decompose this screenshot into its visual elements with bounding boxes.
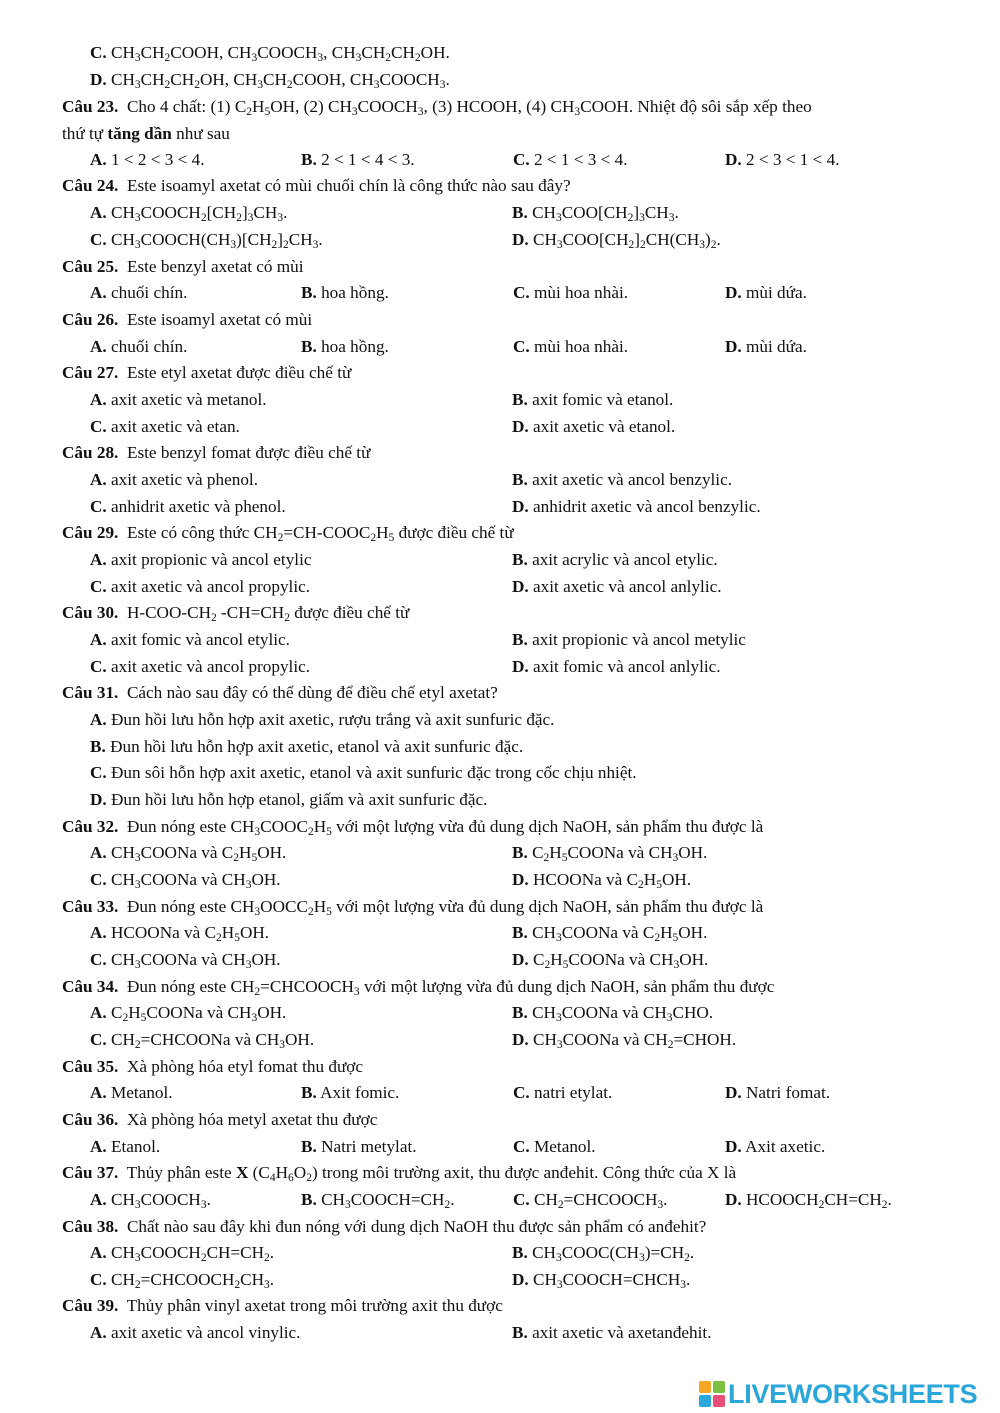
liveworksheets-logo-icon bbox=[699, 1381, 725, 1407]
answer-option: D. Natri fomat. bbox=[725, 1083, 831, 1102]
answer-option: B. Đun hồi lưu hỗn hợp axit axetic, etanol và axit sunfuric đặc. bbox=[90, 737, 524, 756]
question-text: Câu 32. Đun nóng este $CH_3COOC_2H_5$ với một lượng vừa đủ dung dịch NaOH, sản phẩm thu được là bbox=[62, 817, 764, 838]
question-text: Câu 24. Este isoamyl axetat có mùi chuối chín là công thức nào sau đây? bbox=[62, 176, 571, 195]
answer-option: D. axit axetic và etanol. bbox=[512, 417, 676, 436]
answer-option: B. axit propionic và ancol metylic bbox=[512, 630, 746, 649]
logo-square-2 bbox=[713, 1381, 725, 1393]
answer-option: D. HCOONa và $C_2H_5OH$. bbox=[512, 870, 692, 891]
question-text: Câu 38. Chất nào sau đây khi đun nóng với dung dịch NaOH thu được sản phẩm có anđehit? bbox=[62, 1217, 707, 1236]
answer-option: C. anhidrit axetic và phenol. bbox=[90, 497, 286, 516]
answer-option: A. axit axetic và phenol. bbox=[90, 470, 259, 489]
answer-option: A. chuối chín. bbox=[90, 283, 188, 302]
answer-option: A. Metanol. bbox=[90, 1083, 173, 1102]
question-text: Câu 39. Thủy phân vinyl axetat trong môi trường axit thu được bbox=[62, 1296, 503, 1315]
answer-option: B. $C_2H_5COONa$ và $CH_3OH$. bbox=[512, 843, 708, 864]
question-text: Câu 27. Este etyl axetat được điều chế từ bbox=[62, 363, 352, 382]
question-text: thứ tự tăng dần như sau bbox=[62, 124, 230, 143]
answer-option: A. axit fomic và ancol etylic. bbox=[90, 630, 290, 649]
answer-option: B. $CH_3COOC(CH_3)=CH_2$. bbox=[512, 1243, 695, 1264]
answer-option: A. $CH_3COOCH_2CH=CH_2$. bbox=[90, 1243, 275, 1264]
logo-square-4 bbox=[713, 1395, 725, 1407]
answer-option: B. axit acrylic và ancol etylic. bbox=[512, 550, 718, 569]
answer-option: A. axit axetic và ancol vinylic. bbox=[90, 1323, 301, 1342]
answer-option: C. mùi hoa nhài. bbox=[513, 337, 629, 356]
answer-option: C. $CH_3CH_2COOH$, $CH_3COOCH_3$, $CH_3CH_2CH_2OH$. bbox=[90, 43, 450, 64]
logo-square-3 bbox=[699, 1395, 711, 1407]
logo-square-1 bbox=[699, 1381, 711, 1393]
answer-option: D. mùi dứa. bbox=[725, 283, 807, 302]
answer-option: D. $CH_3COOCH=CHCH_3$. bbox=[512, 1270, 691, 1291]
answer-option: C. $CH_2=CHCOOCH_2CH_3$. bbox=[90, 1270, 275, 1291]
liveworksheets-logo[interactable] bbox=[699, 1380, 977, 1408]
answer-option: A. 1 < 2 < 3 < 4. bbox=[90, 150, 205, 169]
answer-option: D. 2 < 3 < 1 < 4. bbox=[725, 150, 840, 169]
answer-option: D. $CH_3COONa$ và $CH_2=CHOH$. bbox=[512, 1030, 737, 1051]
answer-option: B. 2 < 1 < 4 < 3. bbox=[301, 150, 415, 169]
answer-option: C. 2 < 1 < 3 < 4. bbox=[513, 150, 628, 169]
question-text: Câu 25. Este benzyl axetat có mùi bbox=[62, 257, 304, 276]
answer-option: A. axit propionic và ancol etylic bbox=[90, 550, 312, 569]
answer-option: B. axit axetic và ancol benzylic. bbox=[512, 470, 733, 489]
answer-option: A. chuối chín. bbox=[90, 337, 188, 356]
question-text: Câu 30. $H-COO-CH_2$ $-CH=CH_2$ được điều chế từ bbox=[62, 603, 410, 624]
answer-option: D. axit fomic và ancol anlylic. bbox=[512, 657, 721, 676]
question-text: Câu 28. Este benzyl fomat được điều chế từ bbox=[62, 443, 371, 462]
answer-option: B. axit axetic và axetanđehit. bbox=[512, 1323, 712, 1342]
answer-option: A. $C_2H_5COONa$ và $CH_3OH$. bbox=[90, 1003, 287, 1024]
answer-option: C. Đun sôi hỗn hợp axit axetic, etanol và axit sunfuric đặc trong cốc chịu nhiệt. bbox=[90, 763, 637, 782]
answer-option: D. mùi dứa. bbox=[725, 337, 807, 356]
answer-option: C. Metanol. bbox=[513, 1137, 596, 1156]
answer-option: A. HCOONa và $C_2H_5OH$. bbox=[90, 923, 270, 944]
answer-option: C. $CH_2=CHCOOCH_3$. bbox=[513, 1190, 668, 1211]
question-text: Câu 33. Đun nóng este $CH_3OOCC_2H_5$ với một lượng vừa đủ dung dịch NaOH, sản phẩm thu được là bbox=[62, 897, 764, 918]
answer-option: A. Đun hồi lưu hỗn hợp axit axetic, rượu trắng và axit sunfuric đặc. bbox=[90, 710, 555, 729]
question-text: Câu 31. Cách nào sau đây có thể dùng để điều chế etyl axetat? bbox=[62, 683, 498, 702]
answer-option: A. Etanol. bbox=[90, 1137, 161, 1156]
answer-option: A. $CH_3COONa$ và $C_2H_5OH$. bbox=[90, 843, 287, 864]
answer-option: C. $CH_2=CHCOONa$ và $CH_3OH$. bbox=[90, 1030, 315, 1051]
answer-option: B. Natri metylat. bbox=[301, 1137, 417, 1156]
question-text: Câu 35. Xà phòng hóa etyl fomat thu được bbox=[62, 1057, 364, 1076]
answer-option: C. mùi hoa nhài. bbox=[513, 283, 629, 302]
answer-option: B. $CH_3COO[CH_2]_3CH_3$. bbox=[512, 203, 679, 224]
answer-option: B. hoa hồng. bbox=[301, 283, 389, 302]
answer-option: D. Đun hồi lưu hỗn hợp etanol, giấm và axit sunfuric đặc. bbox=[90, 790, 488, 809]
answer-option: A. $CH_3COOCH_2[CH_2]_3CH_3$. bbox=[90, 203, 288, 224]
answer-option: C. $CH_3COONa$ và $CH_3OH$. bbox=[90, 950, 281, 971]
answer-option: B. Axit fomic. bbox=[301, 1083, 400, 1102]
answer-option: D. Axit axetic. bbox=[725, 1137, 826, 1156]
question-text: Câu 29. Este có công thức $CH_2=CH-COOC_2H_5$ được điều chế từ bbox=[62, 523, 514, 544]
answer-option: C. axit axetic và ancol propylic. bbox=[90, 657, 311, 676]
question-text: Câu 36. Xà phòng hóa metyl axetat thu được bbox=[62, 1110, 378, 1129]
answer-option: D. $C_2H_5COONa$ và $CH_3OH$. bbox=[512, 950, 709, 971]
question-text: Câu 23. Cho 4 chất: (1) $C_2H_5OH$, (2) $CH_3COOCH_3$, (3) HCOOH, (4) $CH_3COOH$. Nhiệt độ sôi sắp xếp theo bbox=[62, 97, 812, 118]
answer-option: A. $CH_3COOCH_3$. bbox=[90, 1190, 211, 1211]
answer-option: B. $CH_3COONa$ và $C_2H_5OH$. bbox=[512, 923, 708, 944]
answer-option: B. $CH_3COOCH=CH_2$. bbox=[301, 1190, 455, 1211]
logo-text: LIVEWORKSHEETS bbox=[728, 1378, 978, 1409]
answer-option: C. $CH_3COONa$ và $CH_3OH$. bbox=[90, 870, 281, 891]
answer-option: B. hoa hồng. bbox=[301, 337, 389, 356]
answer-option: D. anhidrit axetic và ancol benzylic. bbox=[512, 497, 761, 516]
answer-option: D. $HCOOCH_2CH=CH_2$. bbox=[725, 1190, 892, 1211]
answer-option: C. natri etylat. bbox=[513, 1083, 613, 1102]
question-text: Câu 26. Este isoamyl axetat có mùi bbox=[62, 310, 313, 329]
answer-option: A. axit axetic và metanol. bbox=[90, 390, 267, 409]
answer-option: C. axit axetic và etan. bbox=[90, 417, 240, 436]
question-text: Câu 34. Đun nóng este $CH_2=CHCOOCH_3$ với một lượng vừa đủ dung dịch NaOH, sản phẩm thu được bbox=[62, 977, 775, 998]
answer-option: D. $CH_3COO[CH_2]_2CH(CH_3)_2$. bbox=[512, 230, 721, 251]
answer-option: D. axit axetic và ancol anlylic. bbox=[512, 577, 722, 596]
question-text: Câu 37. Thủy phân este X $(C_4H_6O_2)$ trong môi trường axit, thu được anđehit. Công thức của X là bbox=[62, 1163, 737, 1184]
answer-option: B. $CH_3COONa$ và $CH_3CHO$. bbox=[512, 1003, 714, 1024]
answer-option: C. axit axetic và ancol propylic. bbox=[90, 577, 311, 596]
answer-option: B. axit fomic và etanol. bbox=[512, 390, 674, 409]
answer-option: D. $CH_3CH_2CH_2OH$, $CH_3CH_2COOH$, $CH_3COOCH_3$. bbox=[90, 70, 450, 91]
answer-option: C. $CH_3COOCH(CH_3)[CH_2]_2CH_3$. bbox=[90, 230, 323, 251]
